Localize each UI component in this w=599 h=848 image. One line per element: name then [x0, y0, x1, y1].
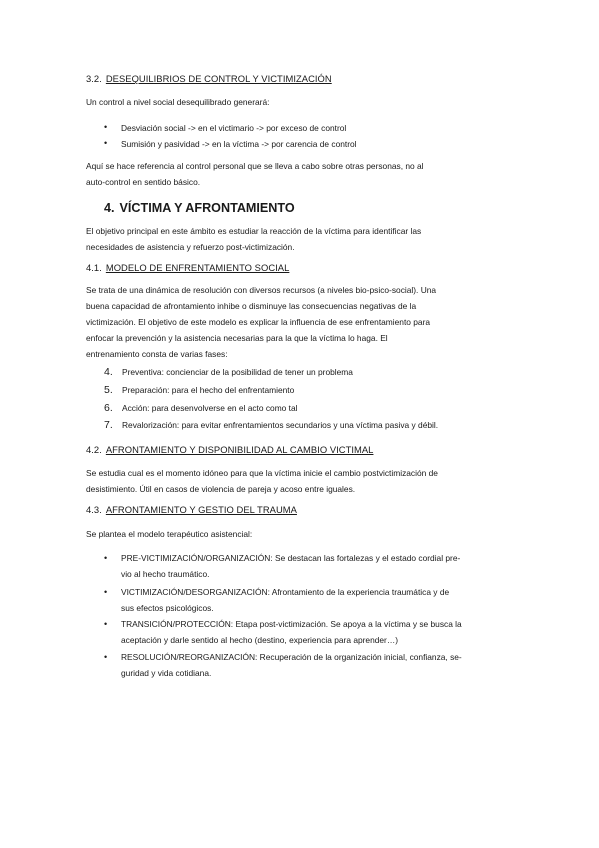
model-item-line: aceptación y darle sentido al hecho (destino, experiencia para aprender…)	[121, 634, 399, 645]
paragraph-line: victimización. El objetivo de este modelo es explicar la influencia de ese enfrentamiento para	[86, 317, 431, 327]
model-item	[121, 650, 517, 681]
model-item-line: PRE-VICTIMIZACIÓN/ORGANIZACIÓN: Se destacan las fortalezas y el estado cordial pre-	[121, 553, 461, 563]
bullet-icon: •	[104, 619, 108, 629]
section-heading-4	[104, 201, 295, 215]
model-item	[121, 617, 517, 648]
phase-item	[104, 366, 353, 378]
section-heading-3-2	[86, 73, 332, 84]
paragraph-line: entrenamiento consta de varias fases:	[86, 349, 228, 359]
bullet-icon: •	[104, 122, 108, 132]
phase-text: Preventiva: concienciar de la posibilidad de tener un problema	[122, 367, 353, 377]
model-item-line: vio al hecho traumático.	[121, 568, 210, 579]
phase-number: 4.	[104, 366, 113, 378]
model-item-line: VICTIMIZACIÓN/DESORGANIZACIÓN: Afrontamiento de la experiencia traumática y de	[121, 587, 450, 597]
section-number: 4.3.	[86, 504, 102, 515]
section-title: DESEQUILIBRIOS DE CONTROL Y VICTIMIZACIÓN	[105, 73, 332, 84]
phase-item	[104, 402, 298, 414]
model-item-line: TRANSICIÓN/PROTECCIÓN: Etapa post-victimización. Se apoya a la víctima y se busca la	[121, 619, 462, 629]
section-title: AFRONTAMIENTO Y GESTIO DEL TRAUMA	[105, 504, 297, 515]
phase-item	[104, 419, 438, 431]
phase-item	[104, 384, 294, 396]
section-title: AFRONTAMIENTO Y DISPONIBILIDAD AL CAMBIO VICTIMAL	[105, 444, 374, 455]
section-title: MODELO DE ENFRENTAMIENTO SOCIAL	[105, 262, 290, 273]
paragraph-line: auto-control en sentido básico.	[86, 177, 201, 187]
paragraph-line: desistimiento. Útil en casos de violencia de pareja y acoso entre iguales.	[86, 484, 356, 494]
section-heading-4-2	[86, 444, 373, 455]
section-number: 4.	[104, 201, 115, 215]
section-title: VÍCTIMA Y AFRONTAMIENTO	[119, 201, 295, 215]
paragraph-line: enfocar la prevención y la asistencia necesarias para la que la víctima lo haga. El	[86, 333, 388, 343]
paragraph: Un control a nivel social desequilibrado generará:	[86, 97, 270, 107]
model-item-line: RESOLUCIÓN/REORGANIZACIÓN: Recuperación de la organización inicial, confianza, se-	[121, 652, 462, 662]
paragraph-line: Aquí se hace referencia al control personal que se lleva a cabo sobre otras personas, no al	[86, 161, 424, 171]
paragraph-line: Se estudia cual es el momento idóneo para que la víctima inicie el cambio postvictimización de	[86, 468, 438, 478]
phase-number: 6.	[104, 402, 113, 414]
section-number: 3.2.	[86, 73, 102, 84]
phase-text: Acción: para desenvolverse en el acto como tal	[122, 403, 298, 413]
model-item-line: guridad y vida cotidiana.	[121, 667, 212, 678]
model-item	[121, 551, 517, 582]
paragraph-line: Se trata de una dinámica de resolución con diversos recursos (a niveles bio-psico-social). Una	[86, 285, 437, 295]
bullet-icon: •	[104, 587, 108, 597]
section-heading-4-1	[86, 262, 289, 273]
phase-text: Revalorización: para evitar enfrentamientos secundarios y una víctima pasiva y débil.	[122, 420, 439, 430]
section-heading-4-3	[86, 504, 297, 515]
paragraph: Se plantea el modelo terapéutico asistencial:	[86, 529, 253, 539]
paragraph-line: El objetivo principal en este ámbito es estudiar la reacción de la víctima para identificar las	[86, 226, 422, 236]
bullet-icon: •	[104, 553, 108, 563]
bullet-icon: •	[104, 138, 108, 148]
model-item-line: sus efectos psicológicos.	[121, 602, 214, 613]
bullet-item: Sumisión y pasividad -> en la víctima -> por carencia de control	[121, 139, 357, 149]
bullet-item: Desviación social -> en el victimario -> por exceso de control	[121, 123, 347, 133]
model-item	[121, 585, 517, 616]
paragraph-line: buena capacidad de afrontamiento inhibe o disminuye las consecuencias negativas de la	[86, 301, 417, 311]
paragraph-line: necesidades de asistencia y refuerzo post-victimización.	[86, 242, 295, 252]
bullet-icon: •	[104, 652, 108, 662]
phase-number: 7.	[104, 419, 113, 431]
section-number: 4.1.	[86, 262, 102, 273]
phase-text: Preparación: para el hecho del enfrentamiento	[122, 385, 295, 395]
section-number: 4.2.	[86, 444, 102, 455]
phase-number: 5.	[104, 384, 113, 396]
